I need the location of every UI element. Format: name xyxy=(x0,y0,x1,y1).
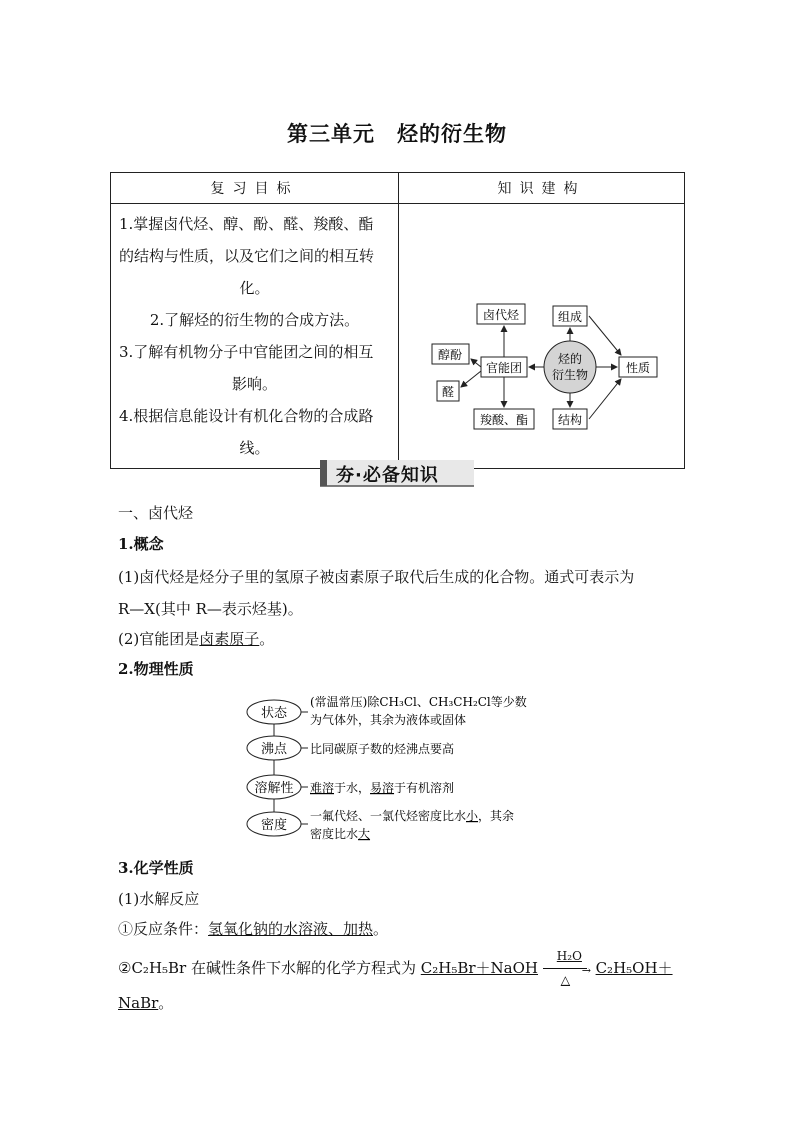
text: 。 xyxy=(259,630,275,648)
text: 。 xyxy=(158,994,174,1012)
text-boiling: 比同碳原子数的烃沸点要高 xyxy=(310,742,455,756)
goal-line: 线。 xyxy=(239,439,270,457)
text-solubility xyxy=(310,780,454,795)
answer-smaller: 小 xyxy=(466,809,479,823)
goal-line: 2.了解烃的衍生物的合成方法。 xyxy=(149,311,360,329)
condition-top: H₂O xyxy=(556,949,582,963)
label-structure: 结构 xyxy=(557,413,583,427)
label-composition: 组成 xyxy=(557,310,583,324)
goal-line: 1.掌握卤代烃、醇、酚、醛、羧酸、酯 xyxy=(119,215,374,233)
subsection-heading: 3.化学性质 xyxy=(118,859,194,877)
equation-line xyxy=(118,949,673,987)
label-functional-group: 官能团 xyxy=(485,361,523,375)
answer-larger: 大 xyxy=(358,827,371,841)
label-derivatives-2: 衍生物 xyxy=(551,368,589,382)
equation-left: C₂H₅Br＋NaOH xyxy=(420,959,539,977)
goals-cell xyxy=(111,204,399,469)
section-banner xyxy=(318,458,476,488)
text-density-2 xyxy=(310,826,370,841)
answer: NaBr xyxy=(118,994,159,1012)
text: ①反应条件： xyxy=(118,920,209,938)
paragraph xyxy=(118,992,173,1014)
goal-line: 的结构与性质，以及它们之间的相互转 xyxy=(119,247,375,265)
condition-bottom: △ xyxy=(560,973,571,987)
circle-derivatives xyxy=(544,341,596,393)
paragraph: R—X(其中 R—表示烃基)。 xyxy=(118,600,303,618)
text: 于有机溶剂 xyxy=(394,781,455,795)
answer-soluble: 易溶 xyxy=(370,781,395,795)
label-density: 密度 xyxy=(260,818,288,833)
goals-table xyxy=(110,172,685,469)
answer: 氢氧化钠的水溶液、加热 xyxy=(208,920,374,938)
text: (2)官能团是 xyxy=(118,630,200,648)
paragraph xyxy=(118,918,388,940)
label-derivatives-1: 烃的 xyxy=(557,352,583,366)
goal-line: 3.了解有机物分子中官能团之间的相互 xyxy=(119,343,374,361)
text-state-2: 为气体外，其余为液体或固体 xyxy=(310,713,467,727)
text-density-1 xyxy=(310,808,514,823)
goal-line: 化。 xyxy=(239,279,270,297)
text: 。 xyxy=(373,920,389,938)
section-heading: 一、卤代烃 xyxy=(118,504,194,522)
label-halide: 卤代烃 xyxy=(482,308,520,322)
goal-line: 影响。 xyxy=(231,375,277,393)
equation-right: C₂H₅OH＋ xyxy=(595,959,673,977)
label-alcohol-phenol: 醇酚 xyxy=(437,348,463,362)
answer: 卤素原子 xyxy=(199,630,260,648)
answer-insoluble: 难溶 xyxy=(310,781,335,795)
label-property: 性质 xyxy=(625,361,651,375)
col-header-goals: 复习目标 xyxy=(111,173,399,204)
goal-line: 4.根据信息能设计有机化合物的合成路 xyxy=(119,407,374,425)
label-solubility: 溶解性 xyxy=(254,781,294,796)
knowledge-cell xyxy=(399,204,685,469)
text: ，其余 xyxy=(478,809,515,823)
label-boiling: 沸点 xyxy=(260,742,288,757)
text: ②C₂H₅Br 在碱性条件下水解的化学方程式为 xyxy=(118,959,416,977)
reaction-arrow: H₂O △ → xyxy=(543,959,591,979)
text: 于水， xyxy=(334,781,371,795)
paragraph: (1)卤代烃是烃分子里的氢原子被卤素原子取代后生成的化合物。通式可表示为 xyxy=(118,568,635,586)
col-header-knowledge: 知识建构 xyxy=(399,173,685,204)
paragraph: (1)水解反应 xyxy=(118,890,200,908)
text-state-1: (常温常压)除CH₃Cl、CH₃CH₂Cl等少数 xyxy=(310,695,527,709)
subsection-heading: 1.概念 xyxy=(118,535,164,553)
label-acid-ester: 羧酸、酯 xyxy=(479,413,529,427)
label-state: 状态 xyxy=(260,706,288,721)
subsection-heading: 2.物理性质 xyxy=(118,660,194,678)
text: 一氟代烃、一氯代烃密度比水 xyxy=(310,809,467,823)
page-title: 第三单元 烃的衍生物 xyxy=(287,122,507,146)
text: 密度比水 xyxy=(310,827,359,841)
knowledge-diagram xyxy=(399,211,686,481)
paragraph xyxy=(118,628,274,650)
label-aldehyde: 醛 xyxy=(441,385,455,399)
banner-text: 夯·必备知识 xyxy=(336,465,439,486)
physical-property-diagram xyxy=(240,688,570,846)
